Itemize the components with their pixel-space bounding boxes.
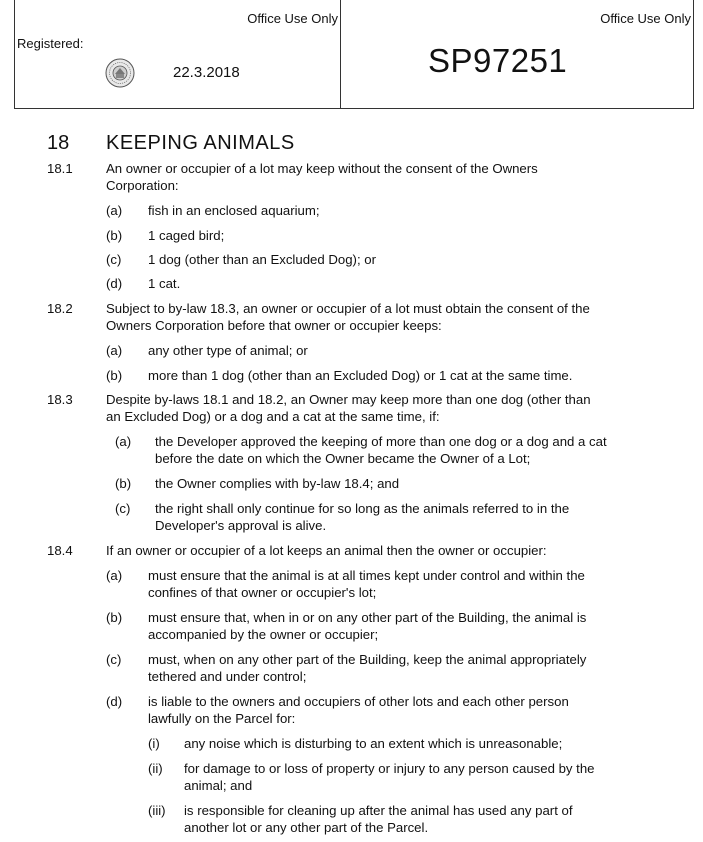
item-text: the right shall only continue for so long as the animals referred to in the [155,501,570,516]
item-text: 1 cat. [148,276,181,291]
item-text: fish in an enclosed aquarium; [148,203,320,218]
subitem-marker: (iii) [148,803,166,818]
clause-18-3-line: Despite by-laws 18.1 and 18.2, an Owner may keep more than one dog (other than [106,392,591,407]
item-marker: (c) [106,652,122,667]
subitem-marker: (i) [148,736,160,751]
item-text: Developer's approval is alive. [155,518,327,533]
item-marker: (b) [106,228,123,243]
clause-18-2-line: Owners Corporation before that owner or occupier keeps: [106,318,442,333]
clause-number-18-1: 18.1 [47,161,73,176]
item-marker: (a) [115,434,132,449]
item-text: before the date on which the Owner became the Owner of a Lot; [155,451,531,466]
clause-number-18-4: 18.4 [47,543,73,558]
item-marker: (b) [106,368,123,383]
item-text: lawfully on the Parcel for: [148,711,296,726]
item-marker: (b) [106,610,123,625]
item-text: must, when on any other part of the Building, keep the animal appropriately [148,652,587,667]
item-marker: (d) [106,694,123,709]
header-divider [340,0,341,108]
clause-number-18-3: 18.3 [47,392,73,407]
item-text: 1 dog (other than an Excluded Dog); or [148,252,376,267]
item-text: 1 caged bird; [148,228,225,243]
item-text: more than 1 dog (other than an Excluded Dog) or 1 cat at the same time. [148,368,573,383]
clause-18-2-line: Subject to by-law 18.3, an owner or occupier of a lot must obtain the consent of the [106,301,590,316]
subitem-text: animal; and [184,778,253,793]
section-title: KEEPING ANIMALS [106,132,295,154]
item-text: confines of that owner or occupier's lot; [148,585,377,600]
registered-label: Registered: [17,36,84,51]
item-text: must ensure that, when in or on any other part of the Building, the animal is [148,610,587,625]
clause-18-1-line: An owner or occupier of a lot may keep without the consent of the Owners [106,161,538,176]
item-text: accompanied by the owner or occupier; [148,627,379,642]
subitem-text: another lot or any other part of the Parcel. [184,820,429,835]
item-marker: (b) [115,476,132,491]
item-text: the Developer approved the keeping of more than one dog or a dog and a cat [155,434,607,449]
subitem-text: is responsible for cleaning up after the animal has used any part of [184,803,573,818]
subitem-text: any noise which is disturbing to an extent which is unreasonable; [184,736,563,751]
item-marker: (c) [115,501,131,516]
registry-seal-icon [105,58,135,88]
registration-date: 22.3.2018 [173,64,240,81]
item-marker: (d) [106,276,123,291]
clause-18-1-line: Corporation: [106,178,179,193]
subitem-text: for damage to or loss of property or injury to any person caused by the [184,761,595,776]
item-text: must ensure that the animal is at all times kept under control and within the [148,568,585,583]
item-text: tethered and under control; [148,669,307,684]
office-use-label-left: Office Use Only [247,11,338,26]
subitem-marker: (ii) [148,761,163,776]
item-marker: (c) [106,252,122,267]
item-text: is liable to the owners and occupiers of other lots and each other person [148,694,569,709]
item-text: the Owner complies with by-law 18.4; and [155,476,400,491]
office-use-label-right: Office Use Only [600,11,691,26]
section-number: 18 [47,132,70,154]
clause-number-18-2: 18.2 [47,301,73,316]
office-use-header [14,0,694,109]
item-marker: (a) [106,568,123,583]
item-marker: (a) [106,343,123,358]
item-text: any other type of animal; or [148,343,308,358]
clause-18-3-line: an Excluded Dog) or a dog and a cat at the same time, if: [106,409,440,424]
plan-number: SP97251 [428,42,568,79]
clause-18-4-line: If an owner or occupier of a lot keeps an animal then the owner or occupier: [106,543,547,558]
item-marker: (a) [106,203,123,218]
